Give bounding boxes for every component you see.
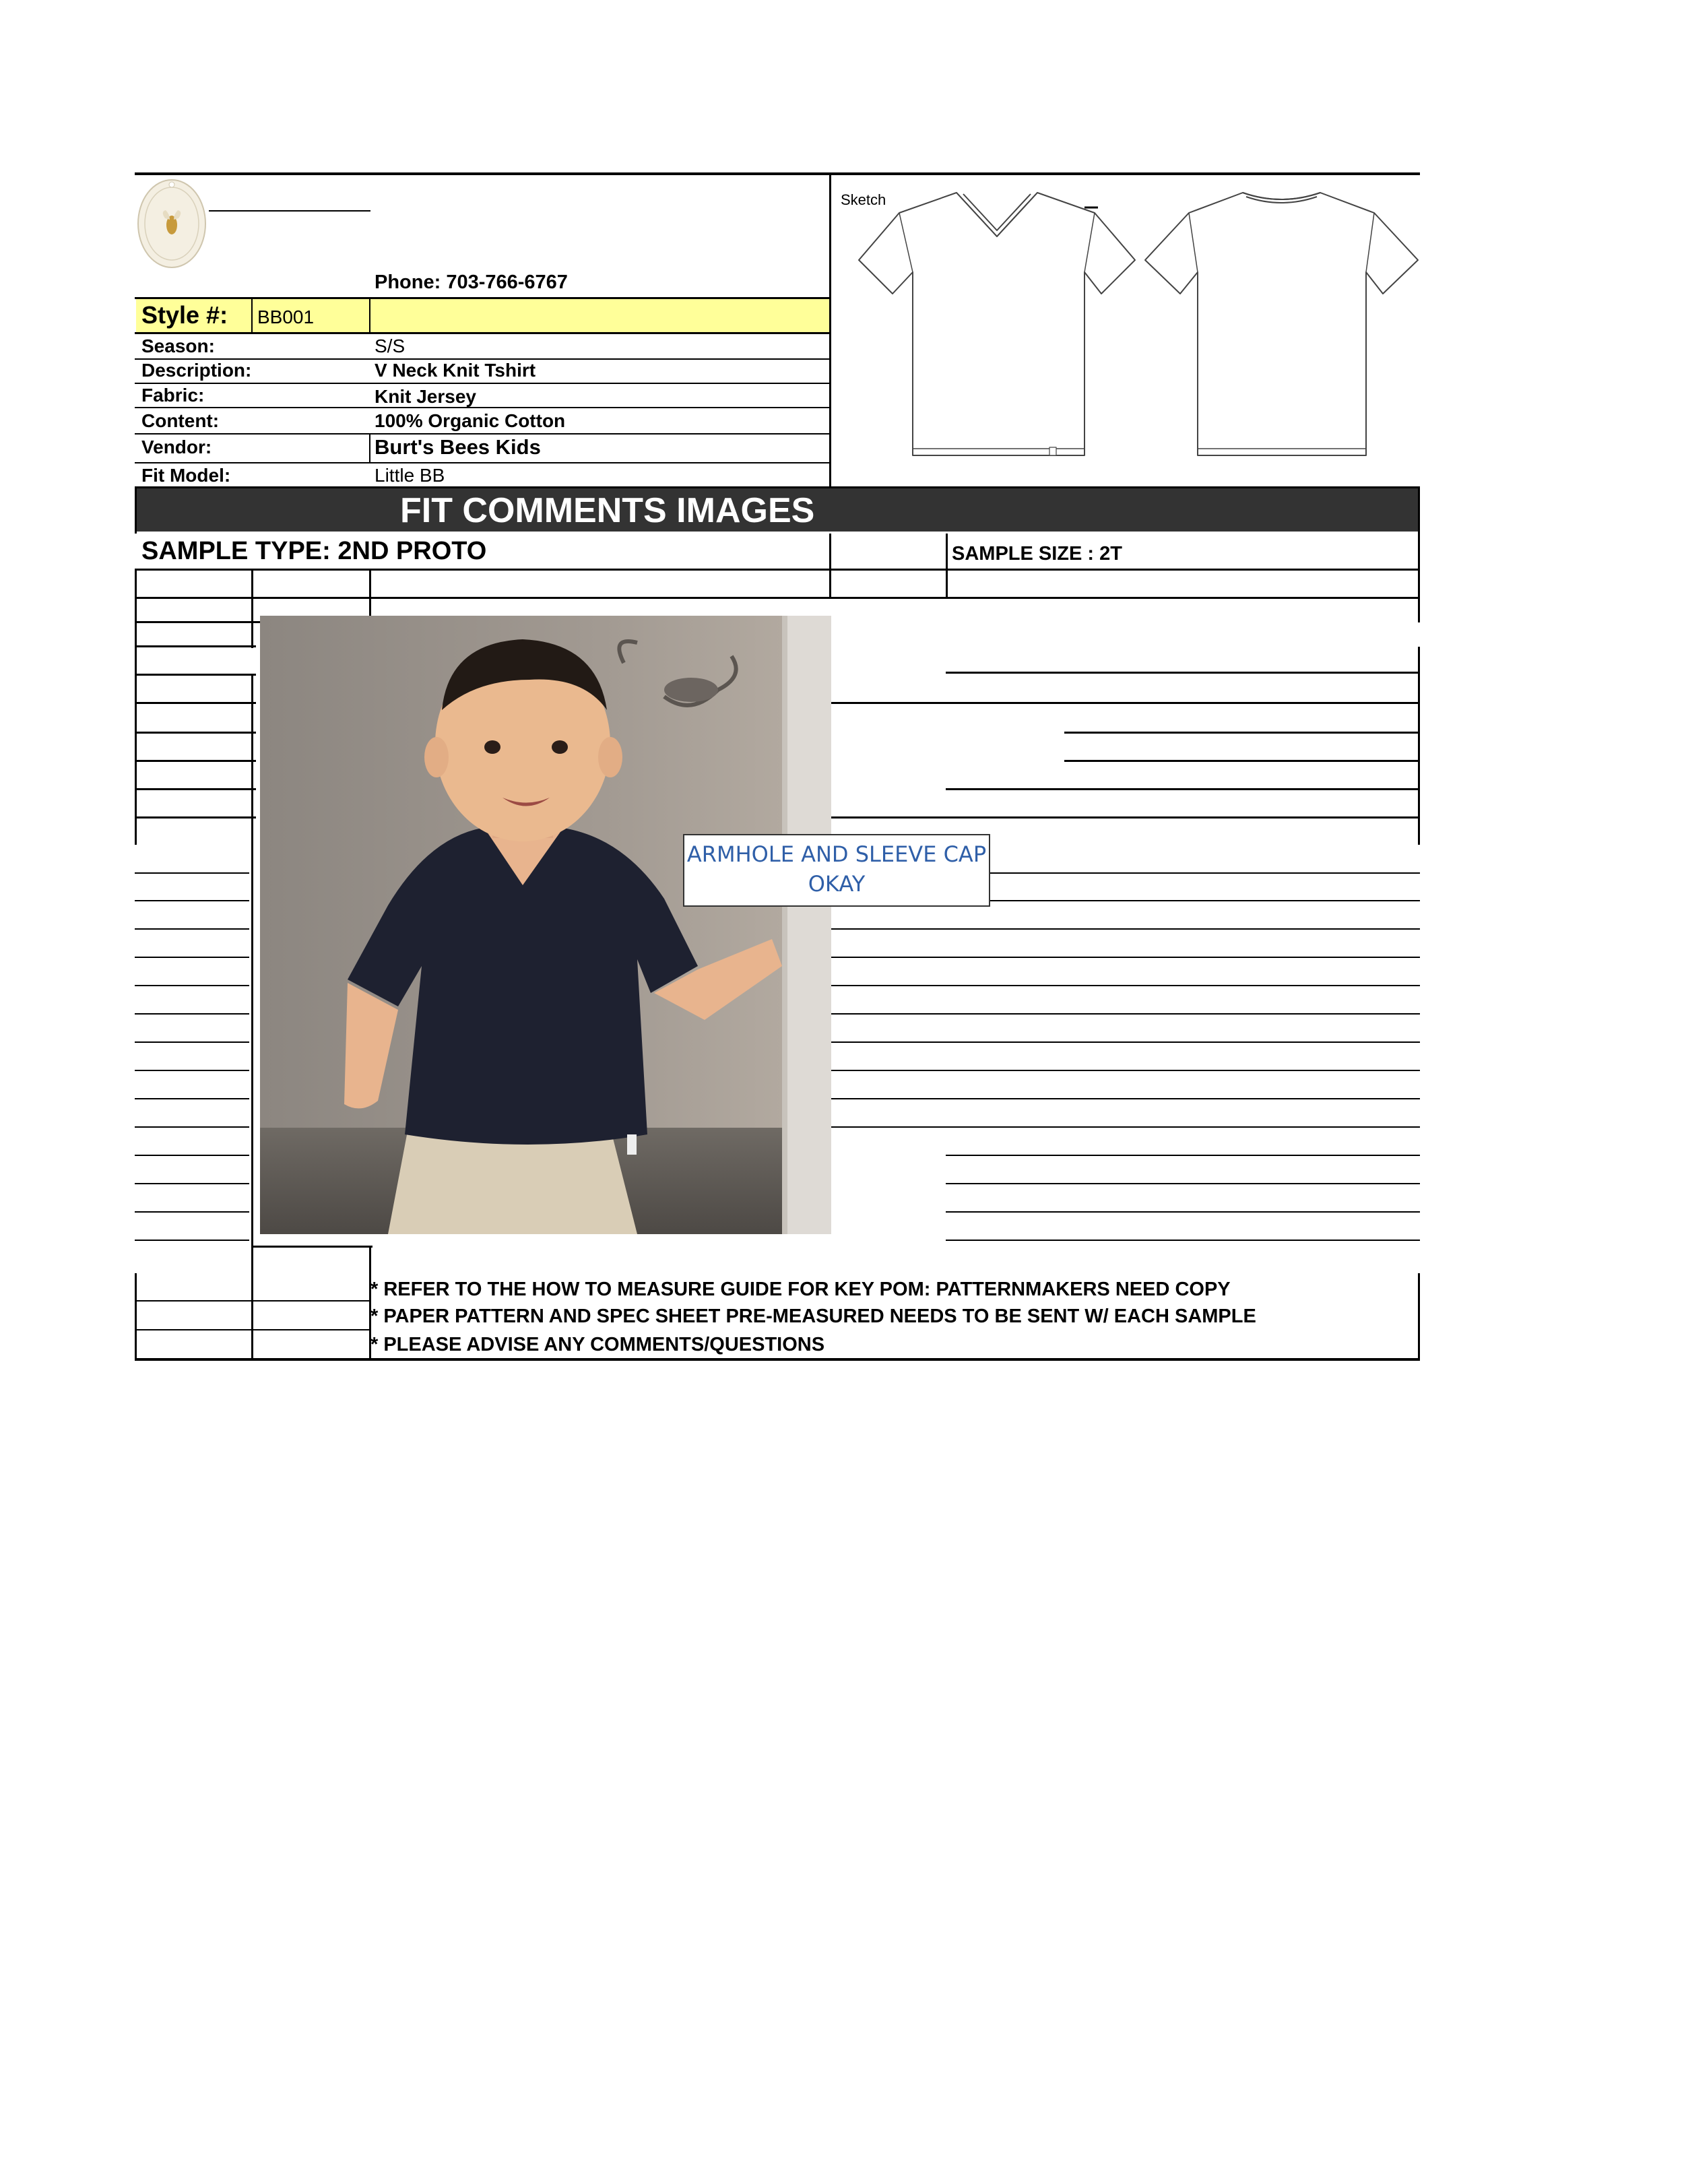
rule <box>829 1013 1420 1015</box>
fabric-label: Fabric: <box>141 385 205 406</box>
note-3: * PLEASE ADVISE ANY COMMENTS/QUESTIONS <box>370 1334 825 1355</box>
rule <box>135 900 249 901</box>
phone-number: Phone: 703-766-6767 <box>375 271 568 293</box>
rule <box>135 1183 249 1184</box>
header-divider <box>829 172 831 488</box>
sample-type: SAMPLE TYPE: 2ND PROTO <box>141 537 487 565</box>
rule <box>251 569 253 648</box>
season-value: S/S <box>375 335 406 356</box>
rule <box>1064 732 1420 734</box>
rule <box>135 1329 370 1330</box>
rule <box>135 332 829 334</box>
rule <box>251 1246 373 1248</box>
vendor-value: Burt's Bees Kids <box>375 435 541 459</box>
rule <box>135 433 829 435</box>
rule <box>135 788 256 790</box>
style-row-highlight <box>136 299 829 332</box>
rule <box>829 928 1420 930</box>
rule <box>829 957 1420 958</box>
rule <box>135 985 249 986</box>
rule <box>829 534 831 597</box>
rule <box>135 702 256 704</box>
callout-line-2: OKAY <box>808 871 866 897</box>
rule <box>135 645 256 647</box>
callout-line-1: ARMHOLE AND SLEEVE CAP <box>686 841 987 867</box>
rule <box>946 672 1420 674</box>
rule <box>946 1183 1420 1184</box>
rule <box>946 788 1420 790</box>
content-label: Content: <box>141 410 220 431</box>
style-value: BB001 <box>257 307 315 327</box>
rule <box>829 985 1420 986</box>
rule <box>135 1358 1420 1361</box>
note-1: * REFER TO THE HOW TO MEASURE GUIDE FOR KEY POM: PATTERNMAKERS NEED COPY <box>370 1279 1231 1300</box>
rule <box>135 928 249 930</box>
fit-photo <box>260 616 831 1234</box>
rule <box>1418 647 1420 845</box>
rule <box>1418 486 1420 534</box>
rule <box>829 1041 1420 1043</box>
banner-title: FIT COMMENTS IMAGES <box>400 491 815 530</box>
fabric-value: Knit Jersey <box>375 386 476 407</box>
rule <box>135 1126 249 1128</box>
rule <box>251 1246 253 1361</box>
rule <box>135 1211 249 1213</box>
rule <box>135 1041 249 1043</box>
rule <box>135 597 1420 599</box>
rule <box>251 297 253 332</box>
fit-model-value: Little BB <box>375 465 445 486</box>
description-value: V Neck Knit Tshirt <box>375 360 536 381</box>
rule <box>829 816 1420 818</box>
rule <box>135 1070 249 1071</box>
rule <box>135 1013 249 1015</box>
rule <box>135 383 829 384</box>
brand-logo <box>135 176 209 271</box>
rule <box>135 957 249 958</box>
rule <box>946 1155 1420 1156</box>
rule <box>946 569 948 597</box>
season-label: Season: <box>141 335 215 356</box>
rule <box>135 1098 249 1099</box>
rule <box>135 407 829 408</box>
rule <box>135 1300 370 1302</box>
rule <box>135 1240 249 1241</box>
rule <box>135 732 256 734</box>
rule <box>135 816 256 818</box>
header-rule <box>209 210 370 212</box>
rule <box>1064 760 1420 762</box>
top-border <box>135 172 1420 175</box>
description-label: Description: <box>141 360 252 381</box>
rule <box>369 433 370 462</box>
rule <box>135 486 137 534</box>
fit-model-label: Fit Model: <box>141 465 231 486</box>
note-2: * PAPER PATTERN AND SPEC SHEET PRE-MEASURED NEEDS TO BE SENT W/ EACH SAMPLE <box>370 1306 1256 1327</box>
rule <box>135 872 249 874</box>
style-label: Style #: <box>141 301 228 329</box>
rule <box>946 1211 1420 1213</box>
rule <box>135 674 256 676</box>
rule <box>135 569 137 845</box>
rule <box>829 702 1420 704</box>
rule <box>829 1098 1420 1099</box>
rule <box>135 1273 137 1361</box>
rule <box>369 297 370 332</box>
fit-comment-callout <box>683 834 990 907</box>
rule <box>251 674 253 1253</box>
content-value: 100% Organic Cotton <box>375 410 566 431</box>
rule <box>946 1240 1420 1241</box>
rule <box>829 1126 1420 1128</box>
sample-size: SAMPLE SIZE : 2T <box>952 543 1122 565</box>
rule <box>135 462 829 463</box>
rule <box>135 569 1420 571</box>
tshirt-sketch <box>855 186 1421 462</box>
sketch-label: Sketch <box>841 191 886 208</box>
rule <box>1418 534 1420 622</box>
rule <box>135 760 256 762</box>
rule <box>135 1155 249 1156</box>
rule <box>829 1070 1420 1071</box>
vendor-label: Vendor: <box>141 437 212 457</box>
rule <box>1418 1273 1420 1361</box>
